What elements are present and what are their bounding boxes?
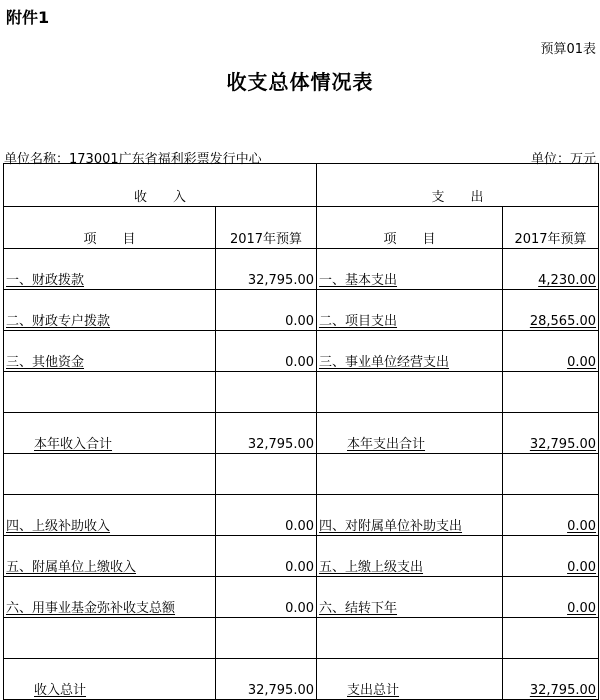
- expense-item-header: 项 目: [317, 207, 503, 249]
- expense-item: 五、上缴上级支出: [317, 536, 503, 577]
- expense-value: 0.00: [503, 577, 599, 618]
- income-subtotal-value: 32,795.00: [216, 413, 317, 454]
- income-total-value: 32,795.00: [216, 659, 317, 700]
- income-item: 一、财政拨款: [4, 249, 216, 290]
- table-row: [4, 536, 599, 577]
- income-item: 三、其他资金: [4, 331, 216, 372]
- expense-value: 4,230.00: [503, 249, 599, 290]
- table-row: [4, 495, 599, 536]
- income-value: 32,795.00: [216, 249, 317, 290]
- income-item: [4, 372, 216, 413]
- expense-value: [503, 454, 599, 495]
- header-row-sections: [4, 164, 599, 207]
- income-item: [4, 454, 216, 495]
- income-item: 四、上级补助收入: [4, 495, 216, 536]
- income-value: 0.00: [216, 536, 317, 577]
- expense-item: [317, 372, 503, 413]
- expense-subtotal-value: 32,795.00: [503, 413, 599, 454]
- unit-label: 单位：万元: [530, 152, 596, 167]
- expense-value: 0.00: [503, 331, 599, 372]
- table-row: [4, 577, 599, 618]
- expense-header: 支 出: [317, 164, 599, 207]
- expense-item: 六、结转下年: [317, 577, 503, 618]
- income-item-header: 项 目: [4, 207, 216, 249]
- income-value: 0.00: [216, 331, 317, 372]
- income-total-label: 收入总计: [4, 659, 216, 700]
- expense-total-value: 32,795.00: [503, 659, 599, 700]
- expense-item: [317, 454, 503, 495]
- page-title: 收支总体情况表: [226, 70, 374, 94]
- expense-item: 三、事业单位经营支出: [317, 331, 503, 372]
- expense-total-label: 支出总计: [317, 659, 503, 700]
- attachment-label: 附件1: [6, 8, 50, 27]
- table-row-empty: [4, 372, 599, 413]
- table-row-empty: [4, 618, 599, 659]
- unit-name: 单位名称：173001广东省福利彩票发行中心: [4, 152, 262, 167]
- income-value: [216, 372, 317, 413]
- expense-budget-header: 2017年预算: [503, 207, 599, 249]
- income-item: 六、用事业基金弥补收支总额: [4, 577, 216, 618]
- income-item: 五、附属单位上缴收入: [4, 536, 216, 577]
- table-row-subtotal: [4, 413, 599, 454]
- budget-table: [3, 163, 599, 700]
- income-item: [4, 618, 216, 659]
- income-value: 0.00: [216, 577, 317, 618]
- expense-subtotal-label: 本年支出合计: [317, 413, 503, 454]
- expense-value: 0.00: [503, 536, 599, 577]
- expense-item: [317, 618, 503, 659]
- expense-value: [503, 618, 599, 659]
- expense-item: 一、基本支出: [317, 249, 503, 290]
- expense-item: 二、项目支出: [317, 290, 503, 331]
- income-value: [216, 618, 317, 659]
- income-item: 二、财政专户拨款: [4, 290, 216, 331]
- income-header: 收 入: [4, 164, 317, 207]
- table-row: [4, 290, 599, 331]
- table-row-empty: [4, 454, 599, 495]
- income-budget-header: 2017年预算: [216, 207, 317, 249]
- table-row: [4, 331, 599, 372]
- header-row-columns: [4, 207, 599, 249]
- expense-value: [503, 372, 599, 413]
- table-row-total: [4, 659, 599, 700]
- income-subtotal-label: 本年收入合计: [4, 413, 216, 454]
- form-number: 预算01表: [540, 42, 596, 57]
- income-value: 0.00: [216, 495, 317, 536]
- expense-item: 四、对附属单位补助支出: [317, 495, 503, 536]
- table-row: [4, 249, 599, 290]
- income-value: 0.00: [216, 290, 317, 331]
- expense-value: 28,565.00: [503, 290, 599, 331]
- income-value: [216, 454, 317, 495]
- expense-value: 0.00: [503, 495, 599, 536]
